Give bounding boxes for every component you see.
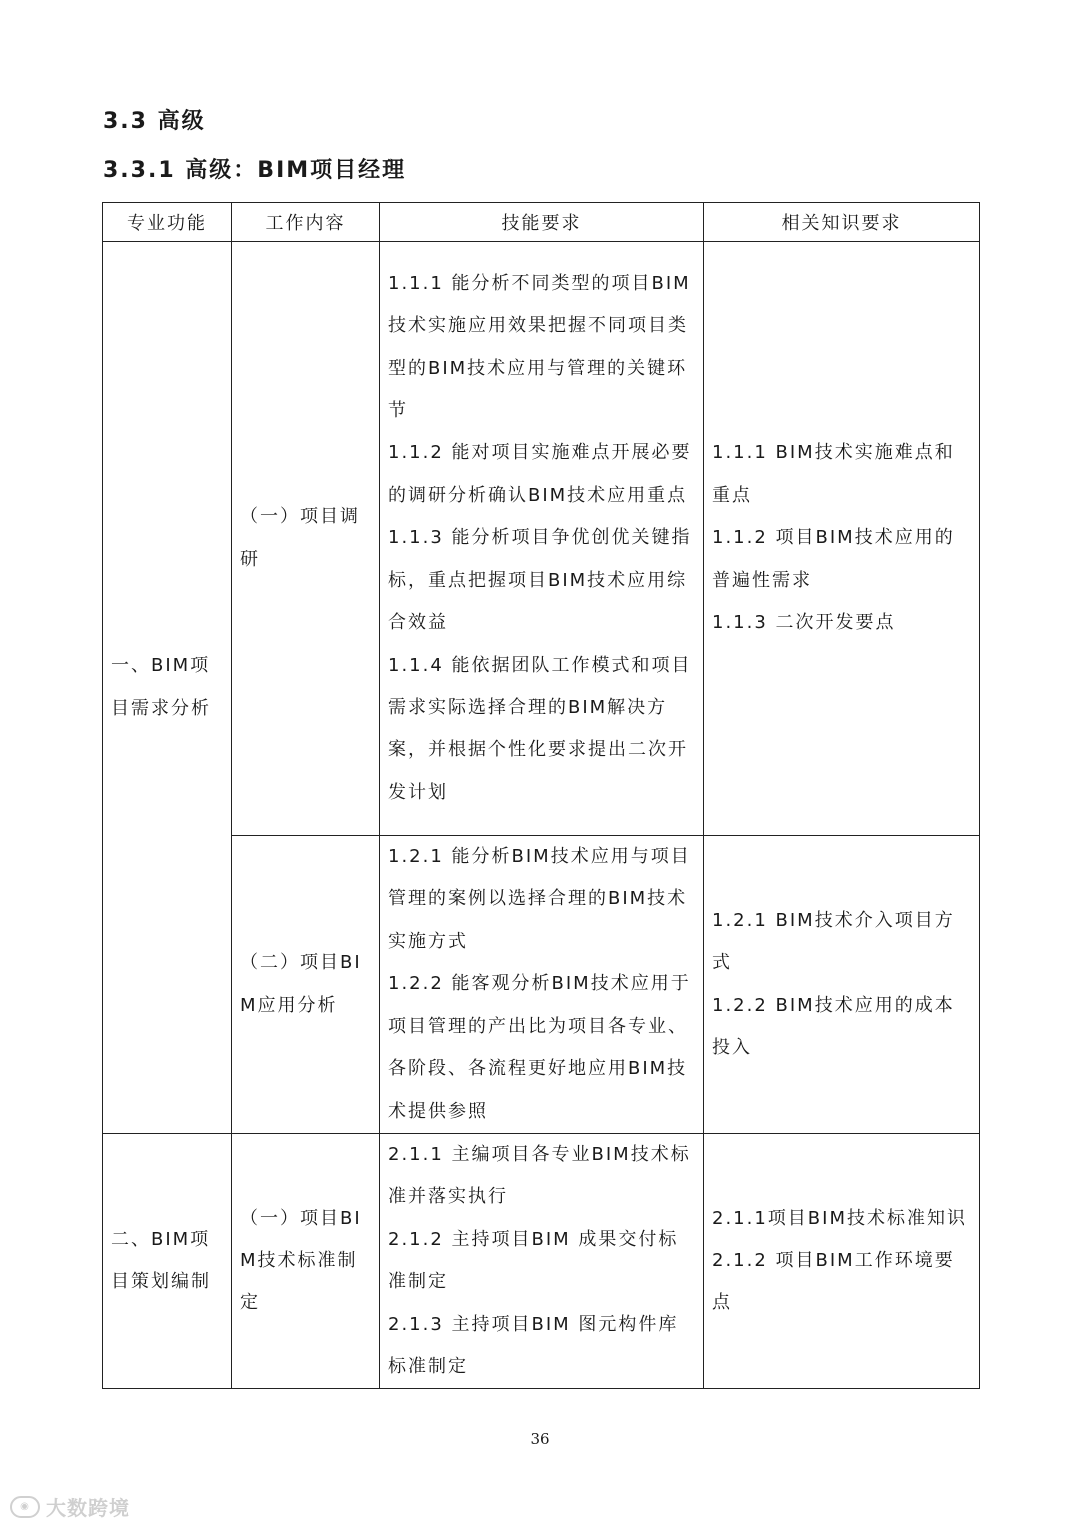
knowledge-item: 1.2.2 BIM技术应用的成本投入 — [712, 994, 955, 1058]
knowledge-item: 1.1.1 BIM技术实施难点和重点 — [712, 442, 955, 506]
table-row — [103, 242, 980, 836]
table-row — [103, 1134, 980, 1389]
function-cell — [103, 1134, 232, 1389]
section-title: 3.3 高级 — [103, 109, 206, 134]
subsection-title: 3.3.1 高级：BIM项目经理 — [103, 158, 407, 183]
header-knowledge: 相关知识要求 — [704, 203, 980, 242]
knowledge-item: 1.1.3 二次开发要点 — [712, 612, 896, 634]
skill-item: 1.1.4 能依据团队工作模式和项目需求实际选择合理的BIM解决方案，并根据个性化要求提出二次开发计划 — [388, 654, 692, 803]
skill-item: 2.1.2 主持项目BIM 成果交付标准制定 — [388, 1228, 679, 1293]
function-text: 二、BIM项目策划编制 — [111, 1228, 211, 1293]
skill-item: 2.1.3 主持项目BIM 图元构件库标准制定 — [388, 1313, 679, 1378]
knowledge-item: 1.2.1 BIM技术介入项目方式 — [712, 909, 955, 974]
header-content: 工作内容 — [232, 203, 380, 242]
header-skills: 技能要求 — [380, 203, 704, 242]
knowledge-cell — [704, 836, 980, 1134]
table-header-row — [103, 203, 980, 242]
skills-cell — [380, 242, 704, 836]
knowledge-cell — [704, 242, 980, 836]
function-text: 一、BIM项目需求分析 — [111, 655, 211, 719]
header-function: 专业功能 — [103, 203, 232, 242]
content-text: （二）项目BIM应用分析 — [240, 952, 362, 1016]
content-cell — [232, 836, 380, 1134]
knowledge-item: 2.1.2 项目BIM工作环境要点 — [712, 1250, 955, 1314]
watermark-text: 大数跨境 — [46, 1496, 130, 1520]
watermark — [10, 1492, 130, 1521]
skill-item: 1.2.1 能分析BIM技术应用与项目管理的案例以选择合理的BIM技术实施方式 — [388, 846, 691, 952]
content-cell — [232, 1134, 380, 1389]
page-number: 36 — [530, 1430, 550, 1448]
skills-cell — [380, 836, 704, 1134]
knowledge-cell — [704, 1134, 980, 1389]
content-cell — [232, 242, 380, 836]
skills-table — [102, 202, 980, 1389]
skill-item: 1.1.3 能分析项目争优创优关键指标，重点把握项目BIM技术应用综合效益 — [388, 527, 692, 634]
content-text: （一）项目调研 — [240, 506, 360, 570]
table-row — [103, 836, 980, 1134]
eye-logo-icon: ◉ — [10, 1496, 40, 1518]
function-cell — [103, 242, 232, 1134]
knowledge-item: 2.1.1项目BIM技术标准知识 — [712, 1207, 967, 1229]
knowledge-item: 1.1.2 项目BIM技术应用的普遍性需求 — [712, 527, 955, 591]
skill-item: 1.1.2 能对项目实施难点开展必要的调研分析确认BIM技术应用重点 — [388, 442, 692, 506]
skill-item: 1.2.2 能客观分析BIM技术应用于项目管理的产出比为项目各专业、各阶段、各流程更好地应用BIM技术提供参照 — [388, 973, 691, 1122]
skill-item: 1.1.1 能分析不同类型的项目BIM技术实施应用效果把握不同项目类型的BIM技术应用与管理的关键环节 — [388, 272, 691, 422]
content-text: （一）项目BIM技术标准制定 — [240, 1207, 362, 1314]
skills-cell — [380, 1134, 704, 1389]
skill-item: 2.1.1 主编项目各专业BIM技术标准并落实执行 — [388, 1144, 691, 1208]
